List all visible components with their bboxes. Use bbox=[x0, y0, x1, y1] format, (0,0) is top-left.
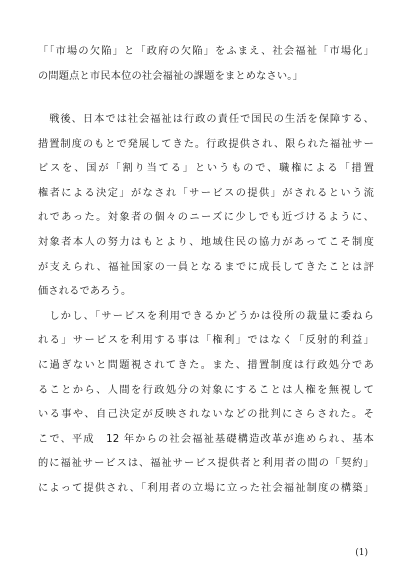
page-number: (1) bbox=[355, 548, 368, 558]
paragraph-2-line-1: しかし、｢サービスを利用できるかどうかは役所の裁量に委ねら bbox=[38, 310, 374, 322]
paragraph-1-line-4: 権者による決定」がなされ「サービスの提供」がされるという流 bbox=[38, 187, 374, 199]
paragraph-2 bbox=[38, 305, 374, 502]
paragraph-1-line-1: 戦後、日本では社会福祉は行政の責任で国民の生活を保障する、 bbox=[38, 114, 374, 125]
question-line-1: 「「市場の欠陥」と「政府の欠陥」をふまえ、社会福祉「市場化」 bbox=[38, 46, 374, 57]
essay-body bbox=[38, 108, 374, 502]
paragraph-1-line-2: 措置制度のもとで発展してきた。行政提供され、限られた福祉サー bbox=[38, 138, 374, 150]
paragraph-1-line-8: 価されるであろう。 bbox=[38, 286, 132, 298]
paragraph-1-line-7: が支えられ、福祉国家の一員となるまでに成長してきたことは評 bbox=[38, 261, 374, 273]
paragraph-1-line-6: 対象者本人の努力はもとより、地域住民の協力があってこそ制度 bbox=[38, 236, 374, 248]
question-prompt bbox=[38, 40, 374, 89]
paragraph-1-line-5: れであった。対象者の個々のニーズに少しでも近づけるように、 bbox=[38, 212, 374, 224]
paragraph-2-line-2: れる」サービスを利用する事は「権利」ではなく「反射的利益」 bbox=[38, 335, 374, 347]
paragraph-2-line-7: 的に福祉サービスは、福祉サービス提供者と利用者の間の「契約」 bbox=[38, 458, 374, 470]
paragraph-2-line-3: に過ぎないと問題視されてきた。また、措置制度は行政処分であ bbox=[38, 359, 374, 371]
question-line-2: の問題点と市民本位の社会福祉の課題をまとめなさい。」 bbox=[38, 70, 303, 82]
paragraph-2-line-4: ることから、人間を行政処分の対象にすることは人権を無視して bbox=[38, 384, 374, 396]
paragraph-2-line-8: によって提供され、｢利用者の立場に立った社会福祉制度の構築」 bbox=[38, 482, 374, 494]
paragraph-1 bbox=[38, 108, 374, 305]
paragraph-2-line-6: こで、平成 12 年からの社会福祉基礎構造改革が進められ、基本 bbox=[38, 433, 374, 445]
paragraph-1-line-3: ビスを、国が「割り当てる」というもので、職権による「措置 bbox=[38, 163, 374, 175]
paragraph-2-line-5: いる事や、自己決定が反映されないなどの批判にさらされた。そ bbox=[38, 409, 374, 421]
